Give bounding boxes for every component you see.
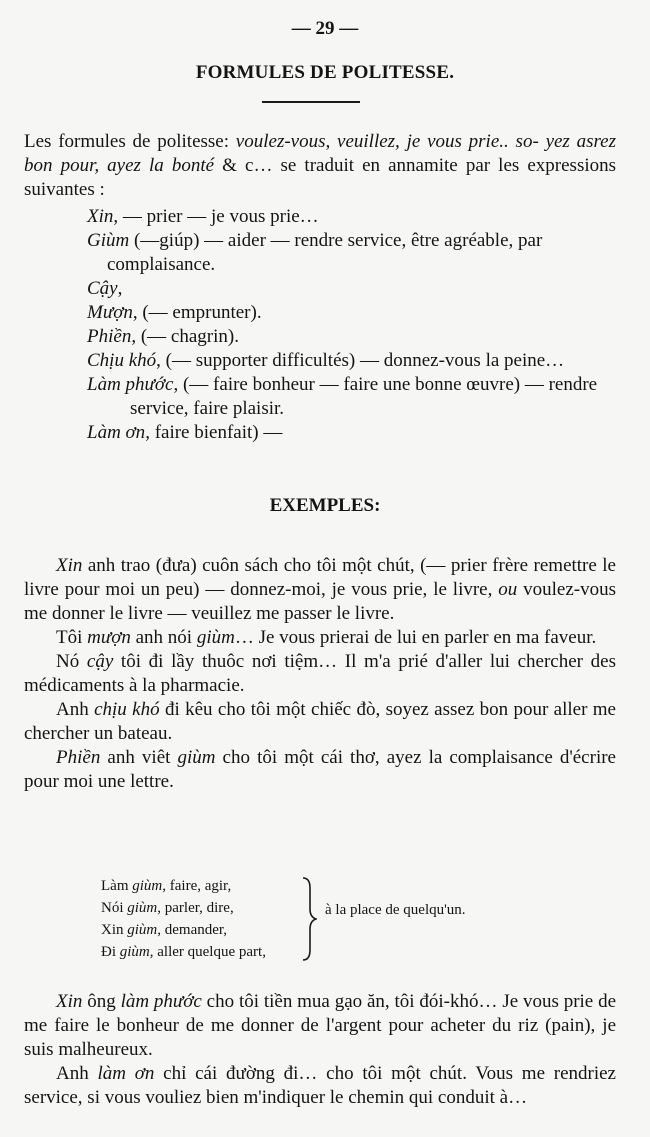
example-text: anh nói [130, 627, 197, 648]
conjugation-term: giùm [119, 944, 150, 960]
intro-paragraph [24, 130, 616, 202]
conjugation-item [101, 919, 266, 941]
example-term: mượn [87, 627, 131, 648]
example-term: giùm [177, 747, 216, 768]
conjugation-list [101, 875, 266, 963]
example-text: đi kêu cho tôi một chiếc đò, soyez assez bon pour aller me chercher un bateau. [24, 699, 616, 744]
example-text: tôi đi lầy thuôc nơi tiệm… Il m'a prié d'aller lui chercher des médicaments à la pharmacie. [24, 651, 616, 696]
definition-item [87, 421, 640, 445]
example-paragraph [24, 746, 616, 794]
conjugation-meaning: , aller quelque part, [149, 944, 266, 960]
title-rule [262, 101, 360, 103]
definition-term: Làm phước [87, 374, 174, 395]
example-paragraph [24, 650, 616, 698]
example-paragraph [24, 1062, 616, 1110]
conjugation-term: giùm [132, 878, 163, 894]
definition-item [87, 349, 640, 373]
example-text: anh viêt [100, 747, 178, 768]
page-number: — 29 — [291, 18, 359, 39]
example-paragraph [24, 554, 616, 626]
example-text: voulez-vous me donner le livre — veuillez me passer le livre. [24, 579, 616, 624]
example-term: làm phước [120, 991, 202, 1012]
conjugation-term: giùm [127, 900, 158, 916]
example-text: cho tôi một cái thơ, ayez la complaisance d'écrire pour moi une lettre. [24, 747, 616, 792]
example-text: Anh [56, 699, 95, 720]
conjugation-verb: Nói [101, 900, 128, 916]
definition-term: Chịu khó [87, 350, 157, 371]
examples-block-2 [24, 990, 616, 1110]
example-text: chỉ cái đường đi… cho tôi một chút. Vous me rendriez service, si vous vouliez bien m'indiquer le chemin qui conduit à… [24, 1063, 616, 1108]
definition-term: Xin [87, 206, 114, 227]
conjugation-meaning: , parler, dire, [157, 900, 234, 916]
intro-text-b: voulez-vous, veuillez, je vous prie.. so- [235, 131, 539, 152]
example-term: chịu khó [94, 699, 160, 720]
conjugation-item [101, 897, 266, 919]
definition-item [87, 325, 640, 349]
definition-text: , faire bienfait) — [145, 422, 283, 443]
definition-list [0, 205, 640, 445]
example-term: Phiền [56, 747, 101, 768]
example-paragraph [24, 626, 616, 650]
example-term: làm ơn [97, 1063, 155, 1084]
definition-text: , — prier — je vous prie… [113, 206, 319, 227]
definition-text: , (— chagrin). [131, 326, 239, 347]
conjugation-note: à la place de quelqu'un. [325, 902, 466, 918]
example-term: Xin [56, 555, 83, 576]
conjugation-verb: Đi [101, 944, 120, 960]
example-text: cho tôi tiền mua gạo ăn, tôi đói-khó… Je vous prie de me faire le bonheur de me donner de l'argent pour acheter du riz (pain), je suis malheureux. [24, 991, 617, 1060]
definition-term: Giùm [87, 230, 130, 251]
conjugation-meaning: , faire, agir, [162, 878, 232, 894]
examples-block [24, 554, 616, 794]
definition-term: Cậy [87, 278, 118, 299]
example-text: ông [82, 991, 121, 1012]
intro-text-d: & c… se traduit en annamite par [214, 155, 491, 176]
definition-text: (—giúp) — aider — rendre service, être agréable, par complaisance. [107, 230, 543, 275]
example-paragraph [24, 990, 616, 1062]
conjugation-item [101, 875, 266, 897]
example-text: Anh [56, 1063, 98, 1084]
example-term: giùm [196, 627, 235, 648]
example-text: Tôi [56, 627, 88, 648]
definition-text: , (— faire bonheur — faire une bonne œuvre) — rendre service, faire plaisir. [130, 374, 598, 419]
intro-text-a: Les formules de politesse: [24, 131, 236, 152]
example-term: cậy [86, 651, 114, 672]
definition-item [87, 205, 640, 229]
brace-icon [301, 876, 317, 962]
definition-item [87, 229, 640, 277]
example-term: Xin [56, 991, 83, 1012]
definition-term: Làm ơn [87, 422, 146, 443]
example-text: … Je vous prierai de lui en parler en ma faveur. [234, 627, 597, 648]
conjugation-term: giùm [127, 922, 158, 938]
examples-heading: EXEMPLES: [269, 495, 381, 516]
definition-item [87, 277, 640, 301]
conjugation-verb: Làm [101, 878, 133, 894]
conjugation-verb: Xin [101, 922, 128, 938]
intro-text-c: yez asrez bon pour, ayez la bonté [24, 131, 617, 176]
definition-text: , (— emprunter). [132, 302, 262, 323]
definition-item [87, 301, 640, 325]
conjugation-item [101, 941, 266, 963]
conjugation-meaning: , demander, [157, 922, 228, 938]
definition-term: Mượn [87, 302, 133, 323]
example-text: Nó [56, 651, 87, 672]
example-paragraph [24, 698, 616, 746]
example-text: anh trao (đưa) cuôn sách cho tôi một chút, (— prier frère remettre le livre pour moi un peu) — donnez-moi, je vous prie, le livre, [24, 555, 616, 600]
definition-text: , (— supporter difficultés) — donnez-vous la peine… [156, 350, 565, 371]
definition-item [87, 373, 640, 421]
intro-text-e: les expressions suivantes : [24, 155, 617, 200]
example-term: ou [498, 579, 518, 600]
definition-text: , [117, 278, 123, 299]
page-title: FORMULES DE POLITESSE. [195, 62, 455, 83]
definition-term: Phiền [87, 326, 132, 347]
